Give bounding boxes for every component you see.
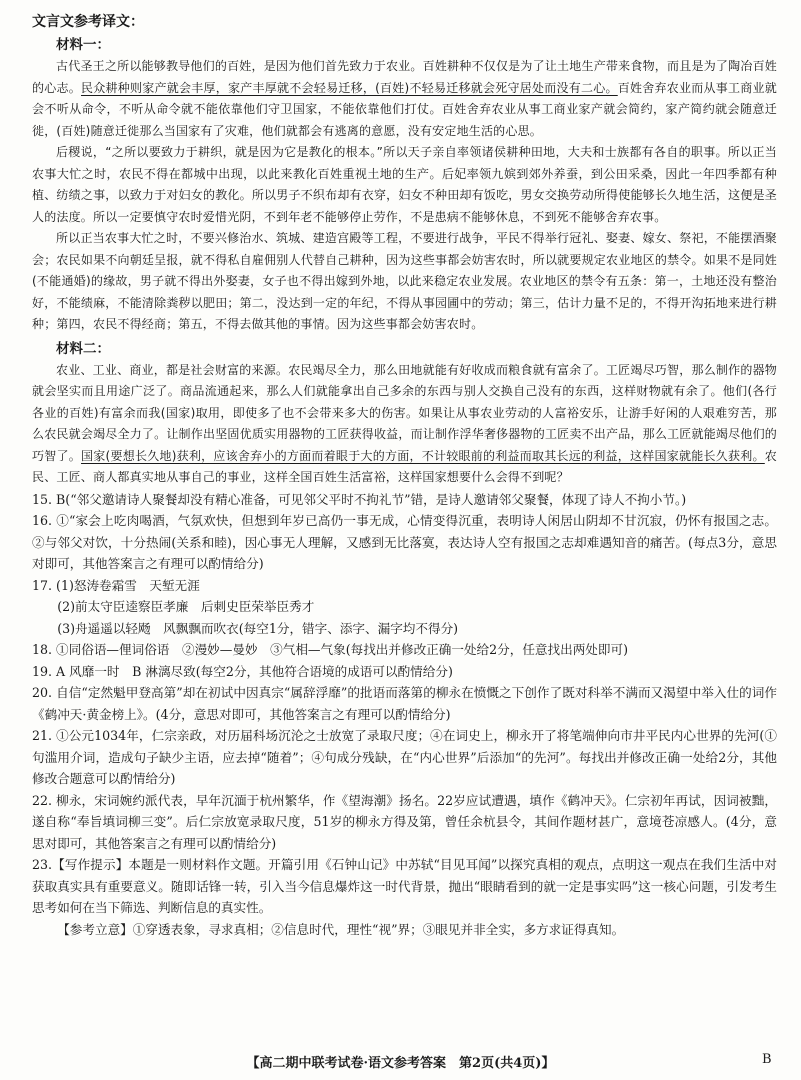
answer-17 [32, 575, 777, 640]
answer-19: 19. A 风靡一时 B 淋漓尽致(每空2分，其他符合语境的成语可以酌情给分) [32, 663, 453, 679]
answer-15: 15. B(“邻父邀请诗人聚餐却没有精心准备，可见邻父平时不拘礼节”错，是诗人邀请邻父聚餐，体现了诗人不拘小节。) [32, 491, 687, 507]
answer-18: 18. ①同俗语—俚词俗语 ②漫妙—曼妙 ③气相—气象(每找出并修改正确一处给2分，任意找出两处即可) [32, 642, 628, 657]
answer-23-reference-theme: 【参考立意】①穿透表象，寻求真相；②信息时代，理性“视”界；③眼见并非全实，多方求证得真知。 [57, 921, 625, 937]
answer-21: 21. ①公元1034年，仁宗亲政，对历届科场沉沦之士放宽了录取尺度；④在词史上，柳永开了将笔端伸向市井平民内心世界的先河(①句滥用介词，造成句子缺少主语，应去掉“随着”；④句成分残缺，在“内心世界”后添加“的先河”。每找出并修改正确一处给2分，其他修改合题意可以酌情给分) [32, 728, 777, 786]
answer-22: 22. 柳永，宋词婉约派代表，早年沉湎于杭州繁华，作《望海潮》扬名。22岁应试遭遇，填作《鹤冲天》。仁宗初年再试，因词被黜，遂自称“奉旨填词柳三变”。后仁宗放宽录取尺度，51岁的柳永方得及第，曾任余杭县令，其间作题材甚广，意境苍凉感人。(4分，意思对即可，其他答案言之有理可以酌情给分) [32, 792, 777, 851]
answer-17-line-3: (3)舟遥遥以轻飏 风飘飘而吹衣(每空1分，错字、添字、漏字均不得分) [57, 620, 459, 636]
answer-17-line-2: (2)前太守臣逵察臣孝廉 后刺史臣荣举臣秀才 [57, 599, 315, 614]
answer-17-line-1: 17. (1)怒涛卷霜雪 天堑无涯 [32, 577, 200, 593]
answer-23 [32, 854, 777, 940]
answer-list [32, 489, 777, 941]
m1p1-text-b: 百姓舍弃农业而从事工商业就会不听从命令，不听从命令就不能依靠他们守卫国家，不能依靠他们打仗。百姓舍弃农业从事工商业家产就会简约，家产简约就会随意迁徙，(百姓)随意迁徙那么当国家有了灾难，他们就都会有逃离的意愿，没有安定地生活的心思。 [32, 80, 777, 138]
material-2-title: 材料二： [56, 340, 110, 357]
m1p1-underlined-text: 民众耕种则家产就会丰厚，家产丰厚就不会轻易迁移，(百姓)不轻易迁移就会死守居处而没有二心。 [81, 80, 618, 95]
m2p1-text-b: 农民、工匠、商人都真实地从事自己的事业，这样全国百姓生活富裕，这样国家想要什么会得不到呢？ [32, 448, 777, 484]
material-1-paragraph-2: 后稷说，“之所以要致力于耕织，就是因为它是教化的根本。”所以天子亲自率领诸侯耕种田地，大夫和士族都有各自的职事。所以正当农事大忙之时，农民不得在都城中出现，以此来教化百姓重视土地的生产。后妃率领九嫔到郊外养蚕，到公田采桑，因此一年四季都有种植、纺绩之事，以致力于对妇女的教化。所以男子不织布却有衣穿，妇女不种田却有饭吃，男女交换劳动所得使能够长久地生活，这便是圣人的法度。所以一定要慎守农时爱惜光阴，不到年老不能够停止劳作，不是患病不能够休息，不到死不能够舍弃农事。 [32, 145, 777, 224]
version-letter: B [762, 1052, 772, 1067]
section-heading: 文言文参考译文： [32, 14, 144, 30]
page-content [32, 12, 777, 940]
material-2-paragraph-1 [32, 360, 777, 489]
answer-23-writing-tip: 23.【写作提示】本题是一则材料作文题。开篇引用《石钟山记》中苏轼“目见耳闻”以探究真相的观点，点明这一观点在我们生活中对获取真实具有重要意义。随即话锋一转，引入当今信息爆炸这一时代背景，抛出“眼睛看到的就一定是事实吗”这一核心问题，引发考生思考如何在当下筛选、判断信息的真实性。 [32, 857, 777, 915]
material-1-paragraph-3: 所以正当农事大忙之时，不要兴修治水、筑城、建造宫殿等工程，不要进行战争，平民不得举行冠礼、娶妻、嫁女、祭祀，不能摆酒聚会；农民如果不向朝廷呈报，就不得私自雇佣别人代替自己耕种，因为这些事都会妨害农时，所以就要规定农业地区的禁令。如果不是同姓(不能通婚)的缘故，男子就不得出外娶妻，女子也不得出嫁到外地，以此来稳定农业发展。农业地区的禁令有五条：第一，土地还没有整治好，不能绩麻，不能清除粪秽以肥田；第二，没达到一定的年纪，不得从事园圃中的劳动；第三，估计力量不足的，不得开沟拓地来进行耕种；第四，农民不得经商；第五，不得去做其他的事情。因为这些事都会妨害农时。 [32, 231, 777, 331]
answer-20: 20. 自信“定然魁甲登高第”却在初试中因真宗“属辞浮靡”的批语而落第的柳永在愤慨之下创作了既对科举不满而又渴望中举入仕的词作《鹤冲天·黄金榜上》。(4分，意思对即可，其他答案言之有理可以酌情给分) [32, 685, 777, 722]
m2p1-text-a: 农业、工业、商业，都是社会财富的来源。农民竭尽全力，那么田地就能有好收成而粮食就有富余了。工匠竭尽巧智，那么制作的器物就会坚实而且用途广泛了。商品流通起来，那么人们就能拿出自己多余的东西与别人交换自己没有的东西，这样财物就有余了。他们(各行各业的百姓)有富余而我(国家)取用，即使多了也不会带来多大的伤害。如果让从事农业劳动的人富裕安乐，让游手好闲的人艰难穷苦，那么农民就会竭尽全力了。让制作出坚固优质实用器物的工匠获得收益，而让制作浮华奢侈器物的工匠卖不出产品，那么工匠就能竭尽他们的巧智了。 [32, 362, 777, 463]
material-1-title: 材料一： [56, 37, 110, 53]
m2p1-underlined-text: 国家(要想长久地)获利，应该舍弃小的方面而着眼于大的方面，不计较眼前的利益而取其长远的利益，这样国家就能长久获利。 [81, 448, 765, 463]
answer-16: 16. ①“家会上吃肉喝酒，气氛欢快，但想到年岁已高仍一事无成，心情变得沉重，表明诗人闲居山阴却不甘沉寂，仍怀有报国之志。②与邻父对饮，十分热闹(关系和睦)，因心事无人理解，又感到无比落寞，表达诗人空有报国之志却难遇知音的痛苦。(每点3分，意思对即可，其他答案言之有理可以酌情给分) [32, 513, 777, 571]
page-footer: 【高二期中联考试卷·语文参考答案 第2页(共4页)】 [246, 1056, 555, 1071]
material-1-paragraph-1 [32, 56, 777, 142]
m1p1-text-a: 古代圣王之所以能够教导他们的百姓，是因为他们首先致力于农业。百姓耕种不仅仅是为了让土地生产带来食物，而且是为了陶冶百姓的心志。 [32, 59, 777, 95]
